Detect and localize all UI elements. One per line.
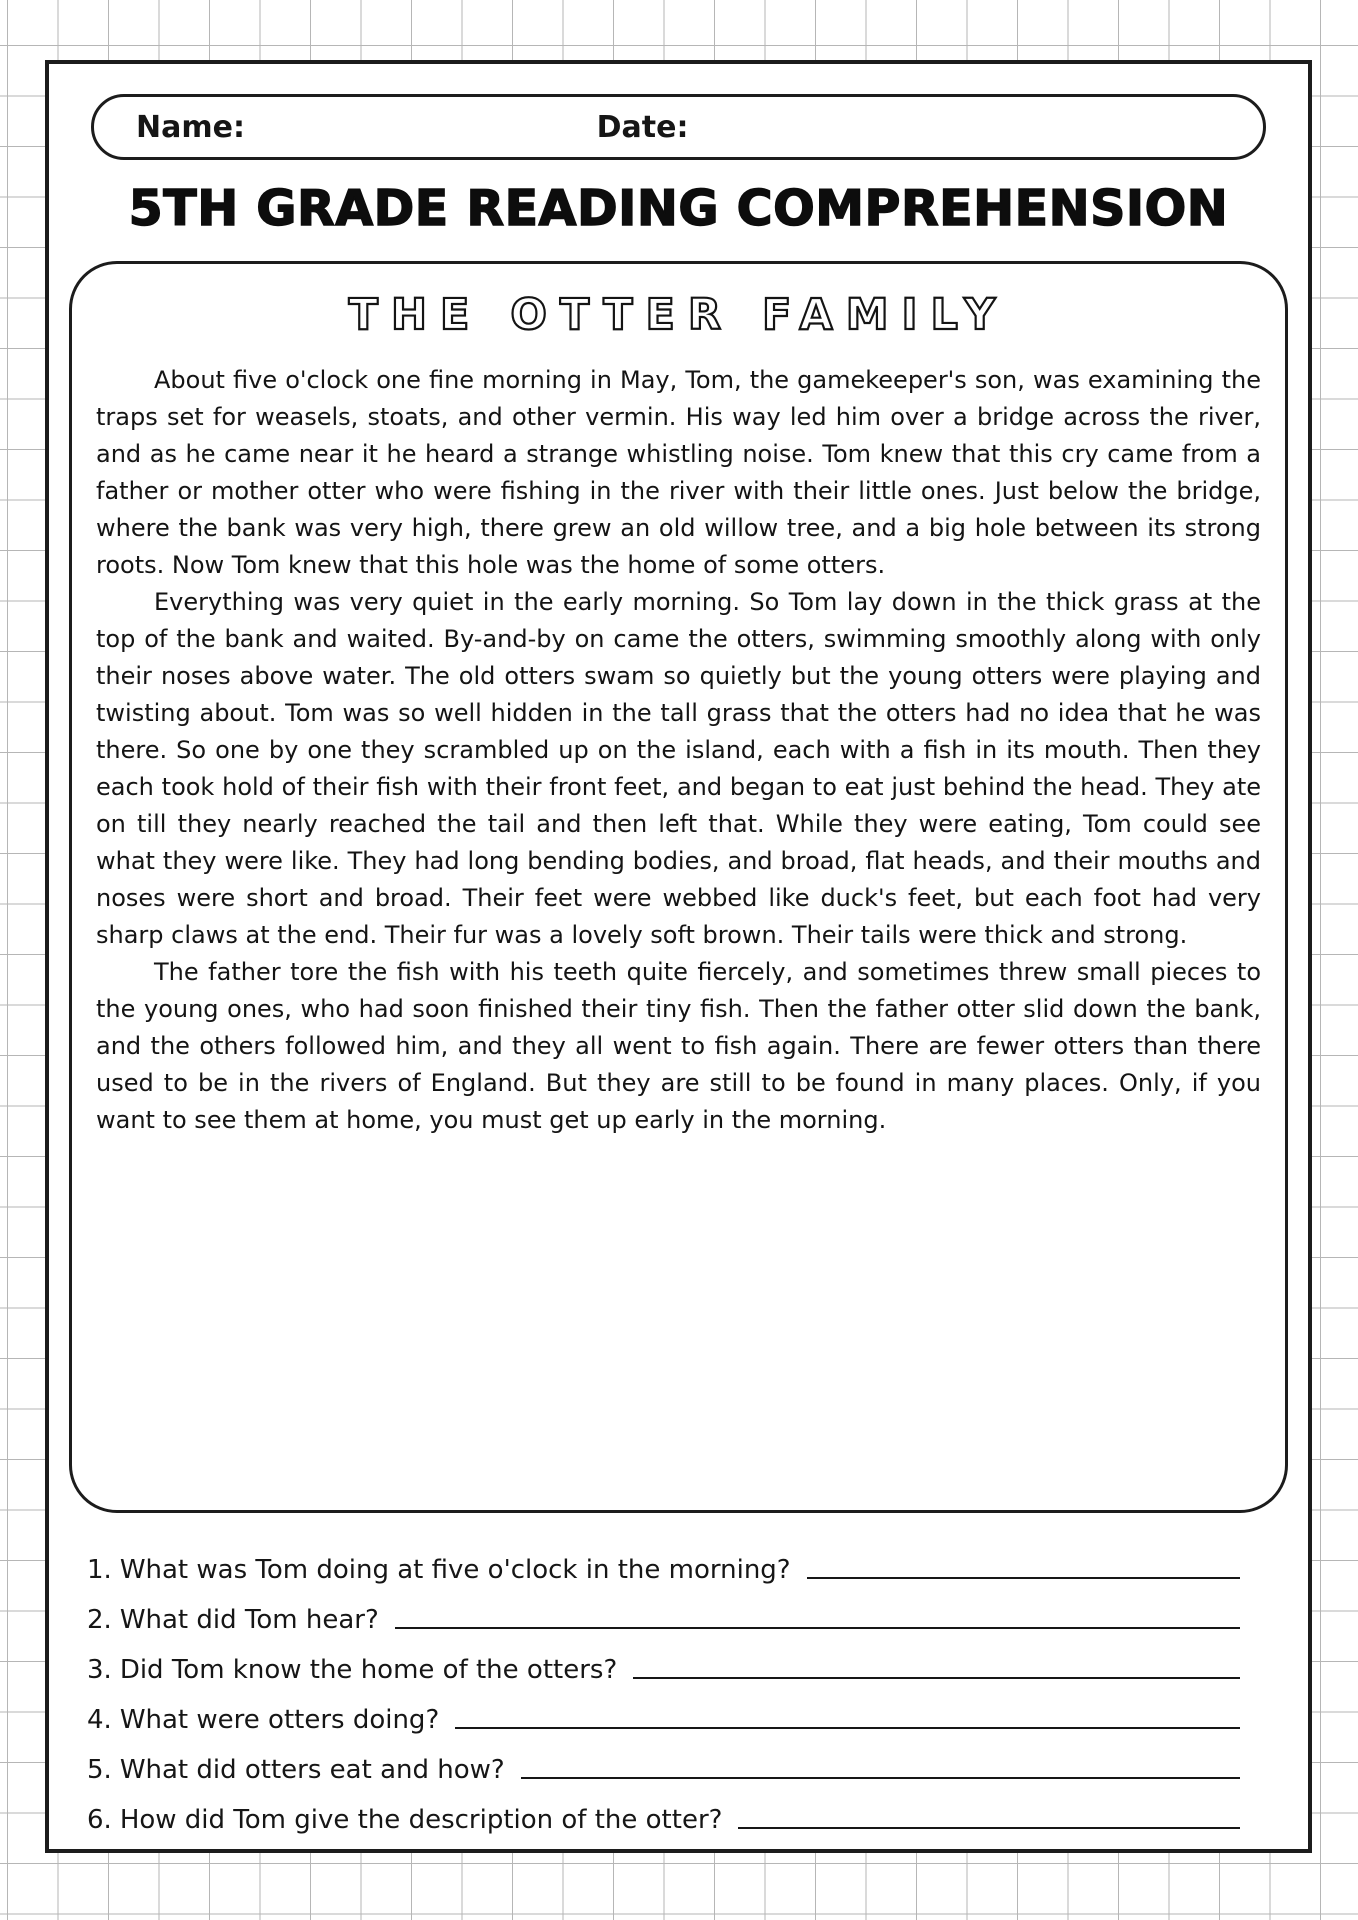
story-panel	[69, 261, 1288, 1513]
question-text: How did Tom give the description of the otter?	[119, 1805, 723, 1835]
date-field	[597, 97, 1263, 157]
answer-line[interactable]	[633, 1645, 1240, 1679]
question-label	[87, 1605, 379, 1639]
answer-line[interactable]	[521, 1745, 1240, 1779]
story-paragraph: Everything was very quiet in the early morning. So Tom lay down in the thick grass at the top of the bank and waited. By-and-by on came the otters, swimming smoothly along with only their noses above water. The old otters swam so quietly but the young otters were playing and twisting about. Tom was so well hidden in the tall grass that the otters had no idea that he was there. So one by one they scrambled up on the island, each with a fish in its mouth. Then they each took hold of their fish with their front feet, and began to eat just behind the head. They ate on till they nearly reached the tail and then left that. While they were eating, Tom could see what they were like. They had long bending bodies, and broad, flat heads, and their mouths and noses were short and broad. Their feet were webbed like duck's feet, but each foot had very sharp claws at the end. Their fur was a lovely soft brown. Their tails were thick and strong.	[96, 588, 1261, 949]
name-label: Name:	[136, 109, 245, 145]
question-number: 4.	[87, 1705, 112, 1735]
question-number: 3.	[87, 1655, 112, 1685]
question-label	[87, 1555, 791, 1589]
name-input-area[interactable]	[245, 97, 597, 157]
story-paragraph: The father tore the fish with his teeth quite fiercely, and sometimes threw small pieces to the young ones, who had soon finished their tiny fish. Then the father otter slid down the bank, and the others followed him, and they all went to fish again. There are fewer otters than there used to be in the rivers of England. But they are still to be found in many places. Only, if you want to see them at home, you must get up early in the morning.	[96, 958, 1261, 1134]
question-row	[87, 1539, 1266, 1589]
worksheet-sheet	[45, 60, 1312, 1853]
question-row	[87, 1789, 1266, 1839]
questions-section	[87, 1539, 1266, 1839]
story-paragraph: About five o'clock one fine morning in May, Tom, the gamekeeper's son, was examining the traps set for weasels, stoats, and other vermin. His way led him over a bridge across the river, and as he came near it he heard a strange whistling noise. Tom knew that this cry came from a father or mother otter who were fishing in the river with their little ones. Just below the bridge, where the bank was very high, there grew an old willow tree, and a big hole between its strong roots. Now Tom knew that this hole was the home of some otters.	[96, 366, 1261, 579]
question-number: 1.	[87, 1555, 112, 1585]
question-number: 5.	[87, 1755, 112, 1785]
name-field	[94, 97, 597, 157]
question-label	[87, 1805, 722, 1839]
answer-line[interactable]	[395, 1595, 1240, 1629]
question-text: What was Tom doing at five o'clock in the morning?	[119, 1555, 791, 1585]
page-title: 5TH GRADE READING COMPREHENSION	[128, 180, 1229, 237]
date-input-area[interactable]	[689, 97, 1264, 157]
question-text: What did Tom hear?	[119, 1605, 379, 1635]
name-date-box	[91, 94, 1266, 160]
question-label	[87, 1755, 505, 1789]
question-number: 6.	[87, 1805, 112, 1835]
date-label: Date:	[596, 109, 689, 145]
question-row	[87, 1639, 1266, 1689]
question-row	[87, 1589, 1266, 1639]
answer-line[interactable]	[455, 1695, 1240, 1729]
question-number: 2.	[87, 1605, 112, 1635]
question-label	[87, 1655, 617, 1689]
question-text: Did Tom know the home of the otters?	[119, 1655, 618, 1685]
story-title: THE OTTER FAMILY	[348, 290, 1009, 340]
question-text: What did otters eat and how?	[119, 1755, 505, 1785]
question-row	[87, 1739, 1266, 1789]
answer-line[interactable]	[807, 1545, 1240, 1579]
question-text: What were otters doing?	[119, 1705, 440, 1735]
story-text	[96, 362, 1261, 1139]
question-label	[87, 1705, 439, 1739]
question-row	[87, 1689, 1266, 1739]
answer-line[interactable]	[738, 1795, 1240, 1829]
